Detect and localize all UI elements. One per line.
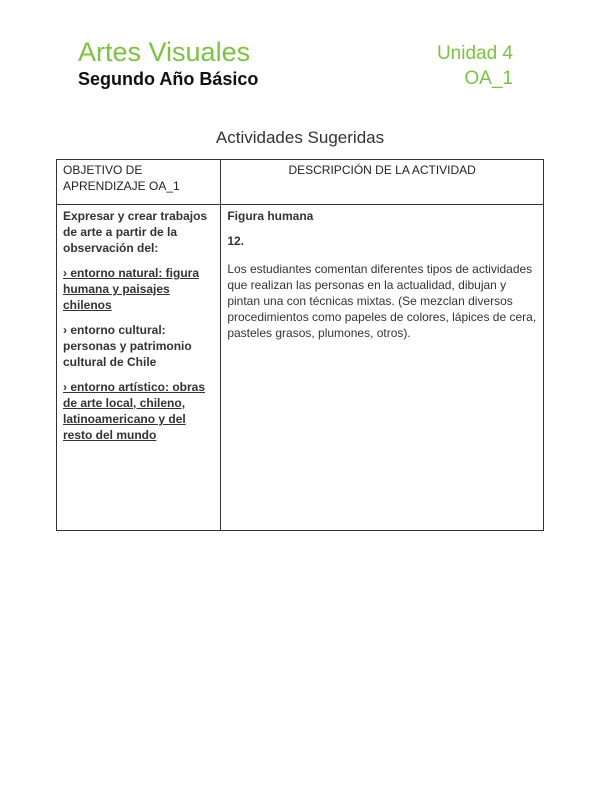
page-header <box>78 36 516 92</box>
objective-cell <box>57 205 221 531</box>
environment-natural: › entorno natural: figura humana y paisajes chilenos <box>63 266 199 312</box>
grade-title: Segundo Año Básico <box>78 69 259 89</box>
description-cell <box>221 205 544 531</box>
activity-topic: Figura humana <box>227 209 314 223</box>
activity-description: Los estudiantes comentan diferentes tipos de actividades que realizan las personas en la actualidad, dibujan y pintan una con técnicas mixtas. (Se mezclan diversos procedimientos como papeles de colores, lápices de cera, pasteles grasos, plumones, otros). <box>227 262 537 340</box>
description-header: DESCRIPCIÓN DE LA ACTIVIDAD <box>221 160 544 205</box>
table-header-row <box>57 160 544 205</box>
objective-text: Expresar y crear trabajos de arte a partir de la observación del: <box>63 209 208 255</box>
activity-number: 12. <box>227 234 245 248</box>
unit-label: Unidad 4 <box>436 43 513 64</box>
environment-cultural: › entorno cultural: personas y patrimonio cultural de Chile <box>63 323 192 369</box>
course-title: Artes Visuales <box>78 37 251 67</box>
table-row <box>57 205 544 531</box>
section-title: Actividades Sugeridas <box>215 128 385 147</box>
oa-label: OA_1 <box>464 68 513 89</box>
environment-artistic: › entorno artístico: obras de arte local, chileno, latinoamericano y del resto del mundo <box>63 380 206 442</box>
activity-table <box>56 159 544 531</box>
objective-header: OBJETIVO DE APRENDIZAJE OA_1 <box>57 160 221 205</box>
